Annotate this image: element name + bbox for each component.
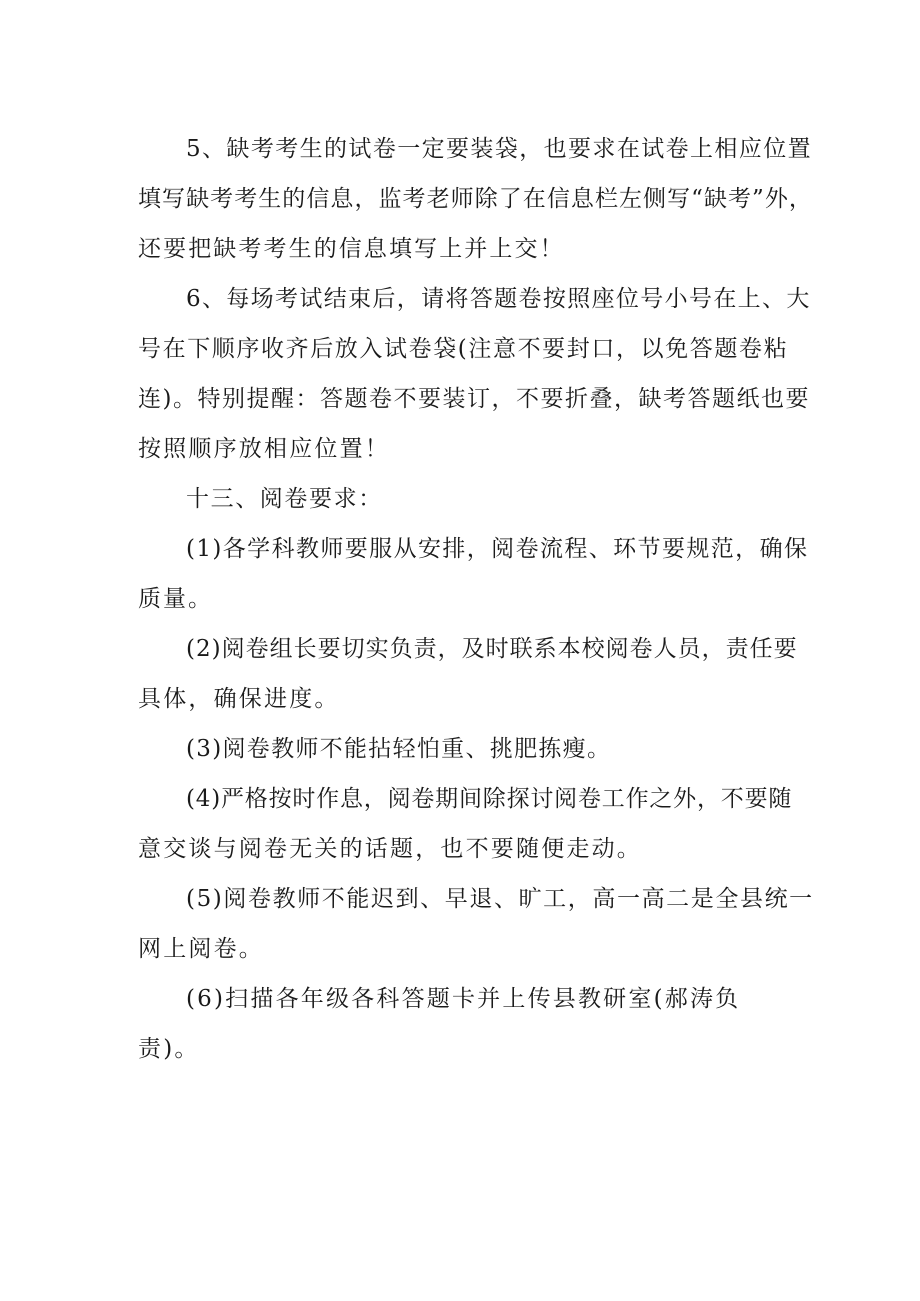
text-line: (2)阅卷组长要切实负责，及时联系本校阅卷人员，责任要 — [186, 636, 798, 662]
text-line: 连)。特别提醒：答题卷不要装订，不要折叠，缺考答题纸也要 — [138, 386, 810, 412]
text-line: 填写缺考考生的信息，监考老师除了在信息栏左侧写“缺考”外， — [138, 186, 813, 212]
text-line: (3)阅卷教师不能拈轻怕重、挑肥拣瘦。 — [186, 736, 612, 762]
text-line: 网上阅卷。 — [138, 936, 264, 962]
text-line: 号在下顺序收齐后放入试卷袋(注意不要封口，以免答题卷粘 — [138, 336, 789, 362]
text-line: 5、缺考考生的试卷一定要装袋，也要求在试卷上相应位置 — [186, 136, 813, 162]
text-line: 还要把缺考考生的信息填写上并上交！ — [138, 236, 565, 262]
text-line: 质量。 — [138, 586, 213, 612]
text-line: (5)阅卷教师不能迟到、早退、旷工，高一高二是全县统一 — [186, 886, 814, 912]
text-line: 按照顺序放相应位置！ — [138, 436, 390, 462]
text-line: (1)各学科教师要服从安排，阅卷流程、环节要规范，确保 — [186, 536, 809, 562]
text-line: 具体，确保进度。 — [138, 686, 340, 712]
text-line: (6)扫描各年级各科答题卡并上传县教研室(郝涛负 — [186, 986, 741, 1012]
text-line: (4)严格按时作息，阅卷期间除探讨阅卷工作之外，不要随 — [186, 786, 793, 812]
text-line: 意交谈与阅卷无关的话题，也不要随便走动。 — [138, 836, 642, 862]
section-heading: 十三、阅卷要求： — [186, 486, 383, 512]
text-line: 6、每场考试结束后，请将答题卷按照座位号小号在上、大 — [186, 286, 811, 312]
text-line: 责)。 — [138, 1036, 200, 1062]
